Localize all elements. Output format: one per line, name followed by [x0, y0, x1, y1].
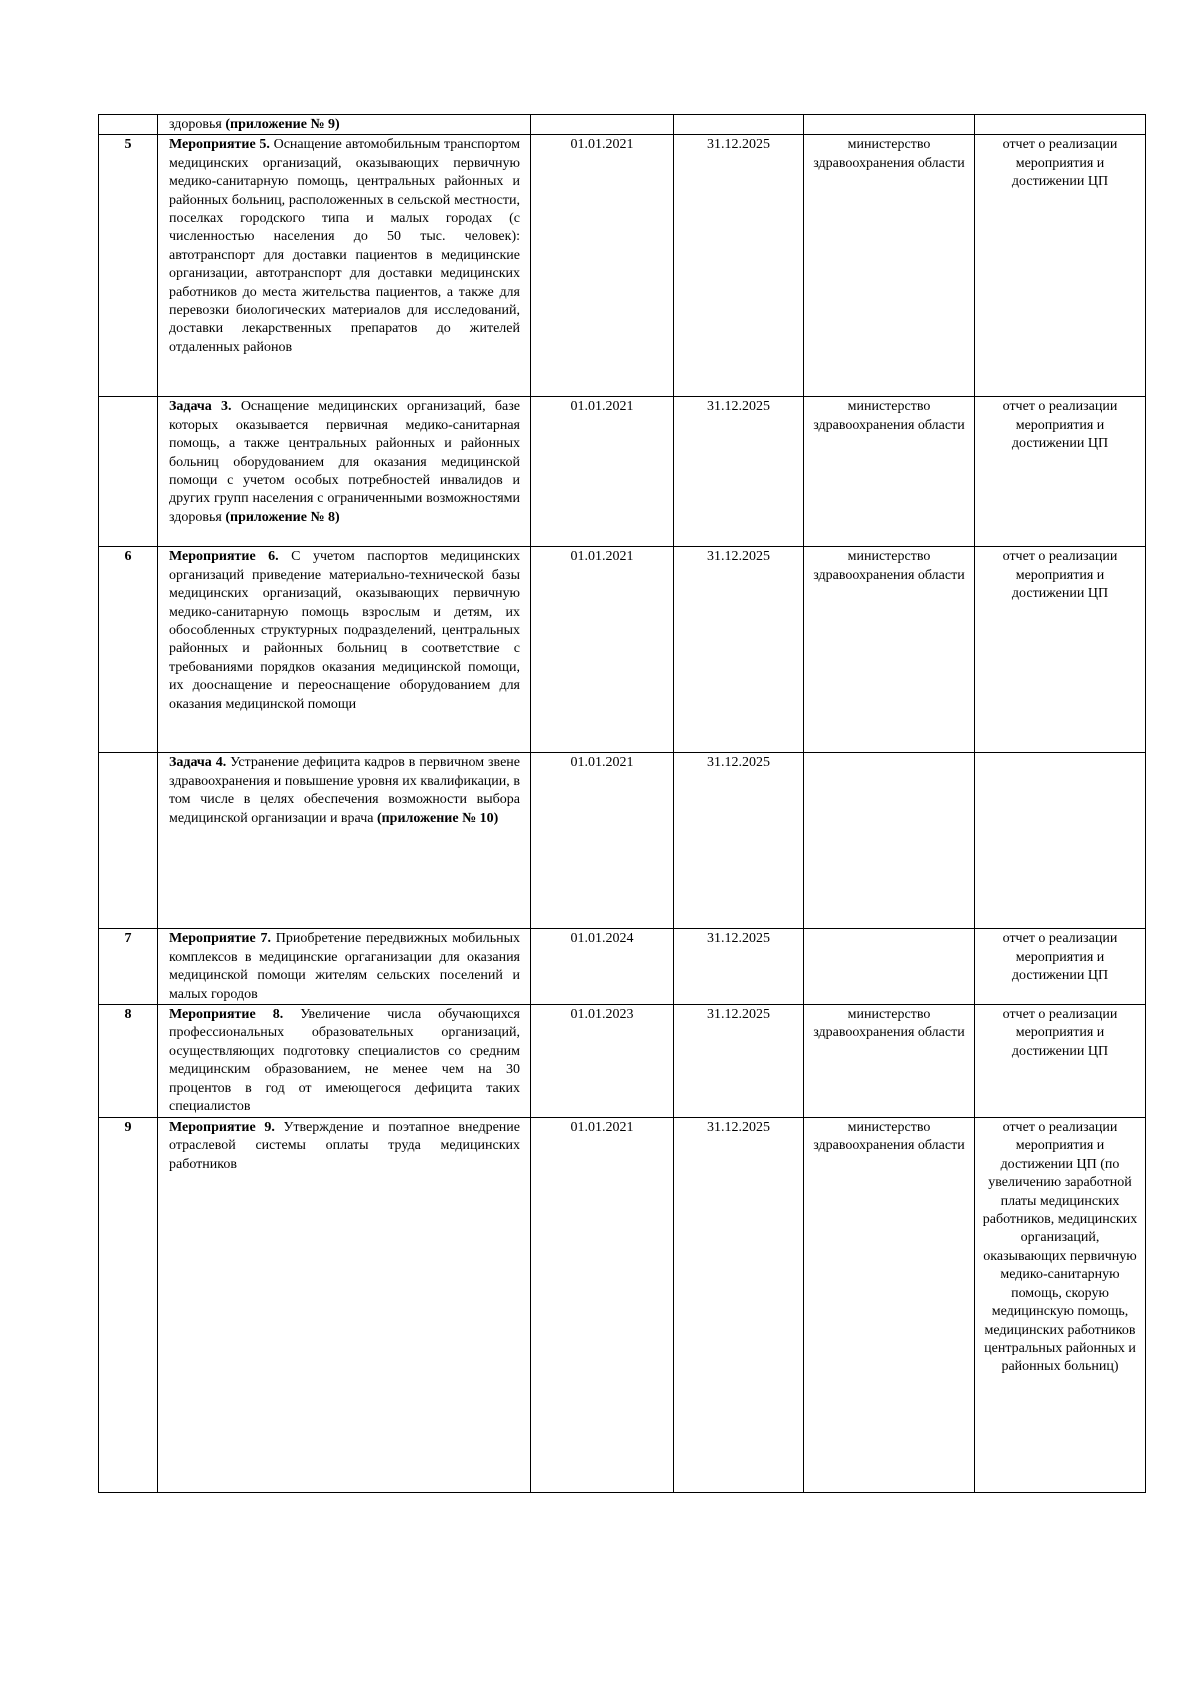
- result-form: отчет о реализации мероприятия и достижении ЦП (по увеличению заработной платы медицинских работников, медицинских организаций, оказывающих первичную медико-санитарную помощь, скорую медицинскую помощь, медицинских работников центральных районных и районных больниц): [975, 1118, 1146, 1493]
- row-text: Оснащение медицинских организаций, базе которых оказывается первичная медико-санитарная помощь, а также центральных районных и районных больниц оборудованием для оказания медицинской помощи с учетом особых потребностей инвалидов и других групп населения с ограниченными возможностями здоровья: [169, 399, 521, 525]
- result-form: отчет о реализации мероприятия и достижении ЦП: [975, 1005, 1146, 1118]
- row-text: Увеличение числа обучающихся профессиональных образовательных организаций, осуществляющих подготовку специалистов со средним медицинским образованием, не менее чем на 30 процентов в год от имеющегося дефицита таких специалистов: [169, 1007, 520, 1115]
- result-form: отчет о реализации мероприятия и достижении ЦП: [975, 135, 1146, 397]
- row-title: Мероприятие 9.: [169, 1120, 275, 1136]
- start-date: 01.01.2021: [531, 1118, 674, 1493]
- row-title: Мероприятие 8.: [169, 1007, 284, 1023]
- table-row: [99, 753, 1146, 929]
- executor: [804, 753, 975, 929]
- row-appendix-ref: (приложение № 9): [225, 117, 340, 132]
- table-row: [99, 1005, 1146, 1118]
- start-date: 01.01.2023: [531, 1005, 674, 1118]
- row-number: 7: [99, 929, 158, 1005]
- row-appendix-ref: (приложение № 10): [376, 810, 499, 826]
- start-date: 01.01.2021: [531, 547, 674, 753]
- row-number: [99, 115, 158, 135]
- row-description: [158, 115, 531, 135]
- start-date: 01.01.2021: [531, 397, 674, 547]
- result-form: отчет о реализации мероприятия и достижении ЦП: [975, 929, 1146, 1005]
- row-text: Устранение дефицита кадров в первичном звене здравоохранения и повышение уровня их квалификации, в том числе в целях обеспечения возможности выбора медицинской организации и врача: [169, 755, 520, 826]
- start-date: 01.01.2021: [531, 135, 674, 397]
- row-title: Мероприятие 5.: [169, 137, 270, 153]
- row-number: 9: [99, 1118, 158, 1493]
- start-date: 01.01.2024: [531, 929, 674, 1005]
- executor: министерство здравоохранения области: [804, 1005, 975, 1118]
- measures-table-page: [98, 114, 1146, 1493]
- table-row: [99, 135, 1146, 397]
- row-title: Мероприятие 7.: [169, 931, 271, 947]
- result-form: [975, 115, 1146, 135]
- row-description: [158, 1005, 531, 1118]
- end-date: [674, 115, 804, 135]
- executor: министерство здравоохранения области: [804, 135, 975, 397]
- end-date: 31.12.2025: [674, 397, 804, 547]
- executor: [804, 929, 975, 1005]
- start-date: [531, 115, 674, 135]
- end-date: 31.12.2025: [674, 929, 804, 1005]
- measures-table: [98, 114, 1146, 1493]
- row-number: [99, 397, 158, 547]
- table-row: [99, 115, 1146, 135]
- row-number: 6: [99, 547, 158, 753]
- row-appendix-ref: (приложение № 8): [225, 509, 340, 525]
- table-body: [99, 115, 1146, 1493]
- row-description: [158, 753, 531, 929]
- row-text: Утверждение и поэтапное внедрение отраслевой системы оплаты труда медицинских работников: [169, 1120, 521, 1172]
- row-description: [158, 929, 531, 1005]
- row-title: Мероприятие 6.: [169, 549, 279, 565]
- row-number: 5: [99, 135, 158, 397]
- end-date: 31.12.2025: [674, 753, 804, 929]
- end-date: 31.12.2025: [674, 547, 804, 753]
- row-number: 8: [99, 1005, 158, 1118]
- row-text: Оснащение автомобильным транспортом медицинских организаций, оказывающих первичную медико-санитарную помощь, центральных районных и районных больниц, расположенных в сельской местности, поселках городского типа и малых городах (с численностью населения до 50 тыс. человек): автотранспорт для доставки пациентов в медицинские организации, автотранспорт для доставки медицинских работников до места жительства пациентов, а также для перевозки биологических материалов для исследований, доставки лекарственных препаратов до жителей отдаленных районов: [169, 137, 521, 355]
- row-description: [158, 1118, 531, 1493]
- start-date: 01.01.2021: [531, 753, 674, 929]
- result-form: отчет о реализации мероприятия и достижении ЦП: [975, 547, 1146, 753]
- row-title: Задача 4.: [169, 755, 227, 771]
- result-form: [975, 753, 1146, 929]
- table-row: [99, 397, 1146, 547]
- end-date: 31.12.2025: [674, 135, 804, 397]
- end-date: 31.12.2025: [674, 1005, 804, 1118]
- executor: [804, 115, 975, 135]
- table-row: [99, 1118, 1146, 1493]
- row-description: [158, 135, 531, 397]
- row-text: С учетом паспортов медицинских организаций приведение материально-технической базы медицинских организаций, оказывающих первичную медико-санитарную помощь взрослым и детям, их обособленных структурных подразделений, центральных районных и районных больниц в соответствие с требованиями порядков оказания медицинской помощи, их дооснащение и переоснащение оборудованием для оказания медицинской помощи: [169, 549, 520, 712]
- row-number: [99, 753, 158, 929]
- end-date: 31.12.2025: [674, 1118, 804, 1493]
- row-description: [158, 547, 531, 753]
- executor: министерство здравоохранения области: [804, 1118, 975, 1493]
- table-row: [99, 547, 1146, 753]
- row-text: Приобретение передвижных мобильных комплексов в медицинские оргаганизации для оказания медицинской помощи жителям сельских поселений и малых городов: [169, 931, 520, 1002]
- table-row: [99, 929, 1146, 1005]
- executor: министерство здравоохранения области: [804, 397, 975, 547]
- row-text: здоровья: [169, 117, 222, 132]
- row-description: [158, 397, 531, 547]
- executor: министерство здравоохранения области: [804, 547, 975, 753]
- row-title: Задача 3.: [169, 399, 232, 415]
- result-form: отчет о реализации мероприятия и достижении ЦП: [975, 397, 1146, 547]
